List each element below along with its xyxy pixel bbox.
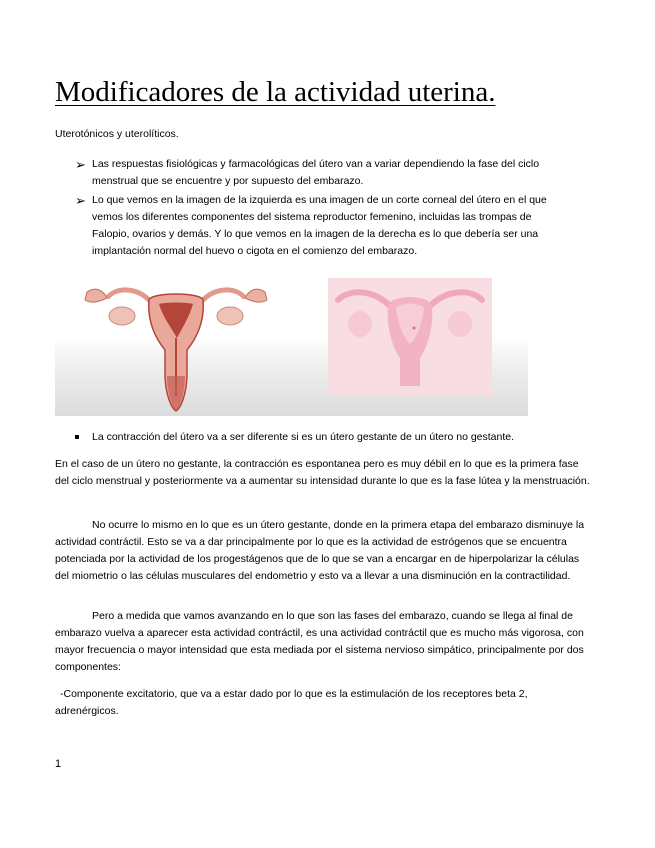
paragraph: En el caso de un útero no gestante, la contracción es espontanea pero es muy débil en lo que es la primera fase del ciclo menstrual y posteriormente va a aumentar su intensidad durante lo que es la fase lútea y la menstruación.: [55, 458, 590, 487]
paragraph: No ocurre lo mismo en lo que es un útero gestante, donde en la primera etapa del embarazo disminuye la actividad contráctil. Esto se va a dar principalmente por lo que es la actividad de estrógenos que se encuentra potenciada por la actividad de los progestágenos que de lo que se van a encargar en de hiperpolarizar la células del miometrio o las células musculares del endometrio y esto va a llevar a una disminución en la contractilidad.: [55, 519, 585, 582]
arrow-bullet-icon: ➢: [75, 157, 86, 172]
list-item-text: Las respuestas fisiológicas y farmacológicas del útero van a variar dependiendo la fase del ciclo menstrual que se encuentre y por supuesto del embarazo.: [92, 158, 540, 187]
paragraph: Pero a medida que vamos avanzando en lo que son las fases del embarazo, cuando se llega al final de embarazo vuelva a aparecer esta actividad contráctil, es una actividad contráctil que es mucho más vigorosa, con mayor frecuencia o mayor intensidad que esta mediada por el sistema nervioso simpático, principalmente por dos componentes:: [55, 610, 584, 673]
page-title: Modificadores de la actividad uterina.: [55, 76, 496, 108]
list-item-text: Lo que vemos en la imagen de la izquierda es una imagen de un corte corneal del útero en el que vemos los diferentes componentes del sistema reproductor femenino, incluidas las trompas de Falopio, ovarios y demás. Y lo que vemos en la imagen de la derecha es lo que debería ser una implantación normal del huevo o cigota en el comienzo del embarazo.: [92, 194, 547, 257]
subtitle: Uterotónicos y uterolíticos.: [55, 128, 179, 140]
uterus-cross-section-illustration: [77, 278, 275, 413]
list-item: [75, 156, 555, 190]
square-bullet-icon: [75, 435, 79, 439]
page-number: 1: [55, 758, 62, 770]
list-item: [75, 429, 555, 446]
implantation-image: [328, 278, 492, 395]
uterus-implantation-illustration: [328, 278, 492, 395]
paragraph: -Componente excitatorio, que va a estar dado por lo que es la estimulación de los receptores beta 2, adrenérgicos.: [55, 688, 528, 717]
arrow-bullet-icon: ➢: [75, 193, 86, 208]
list-item-text: La contracción del útero va a ser diferente si es un útero gestante de un útero no gestante.: [92, 431, 515, 443]
list-item: [75, 192, 555, 260]
